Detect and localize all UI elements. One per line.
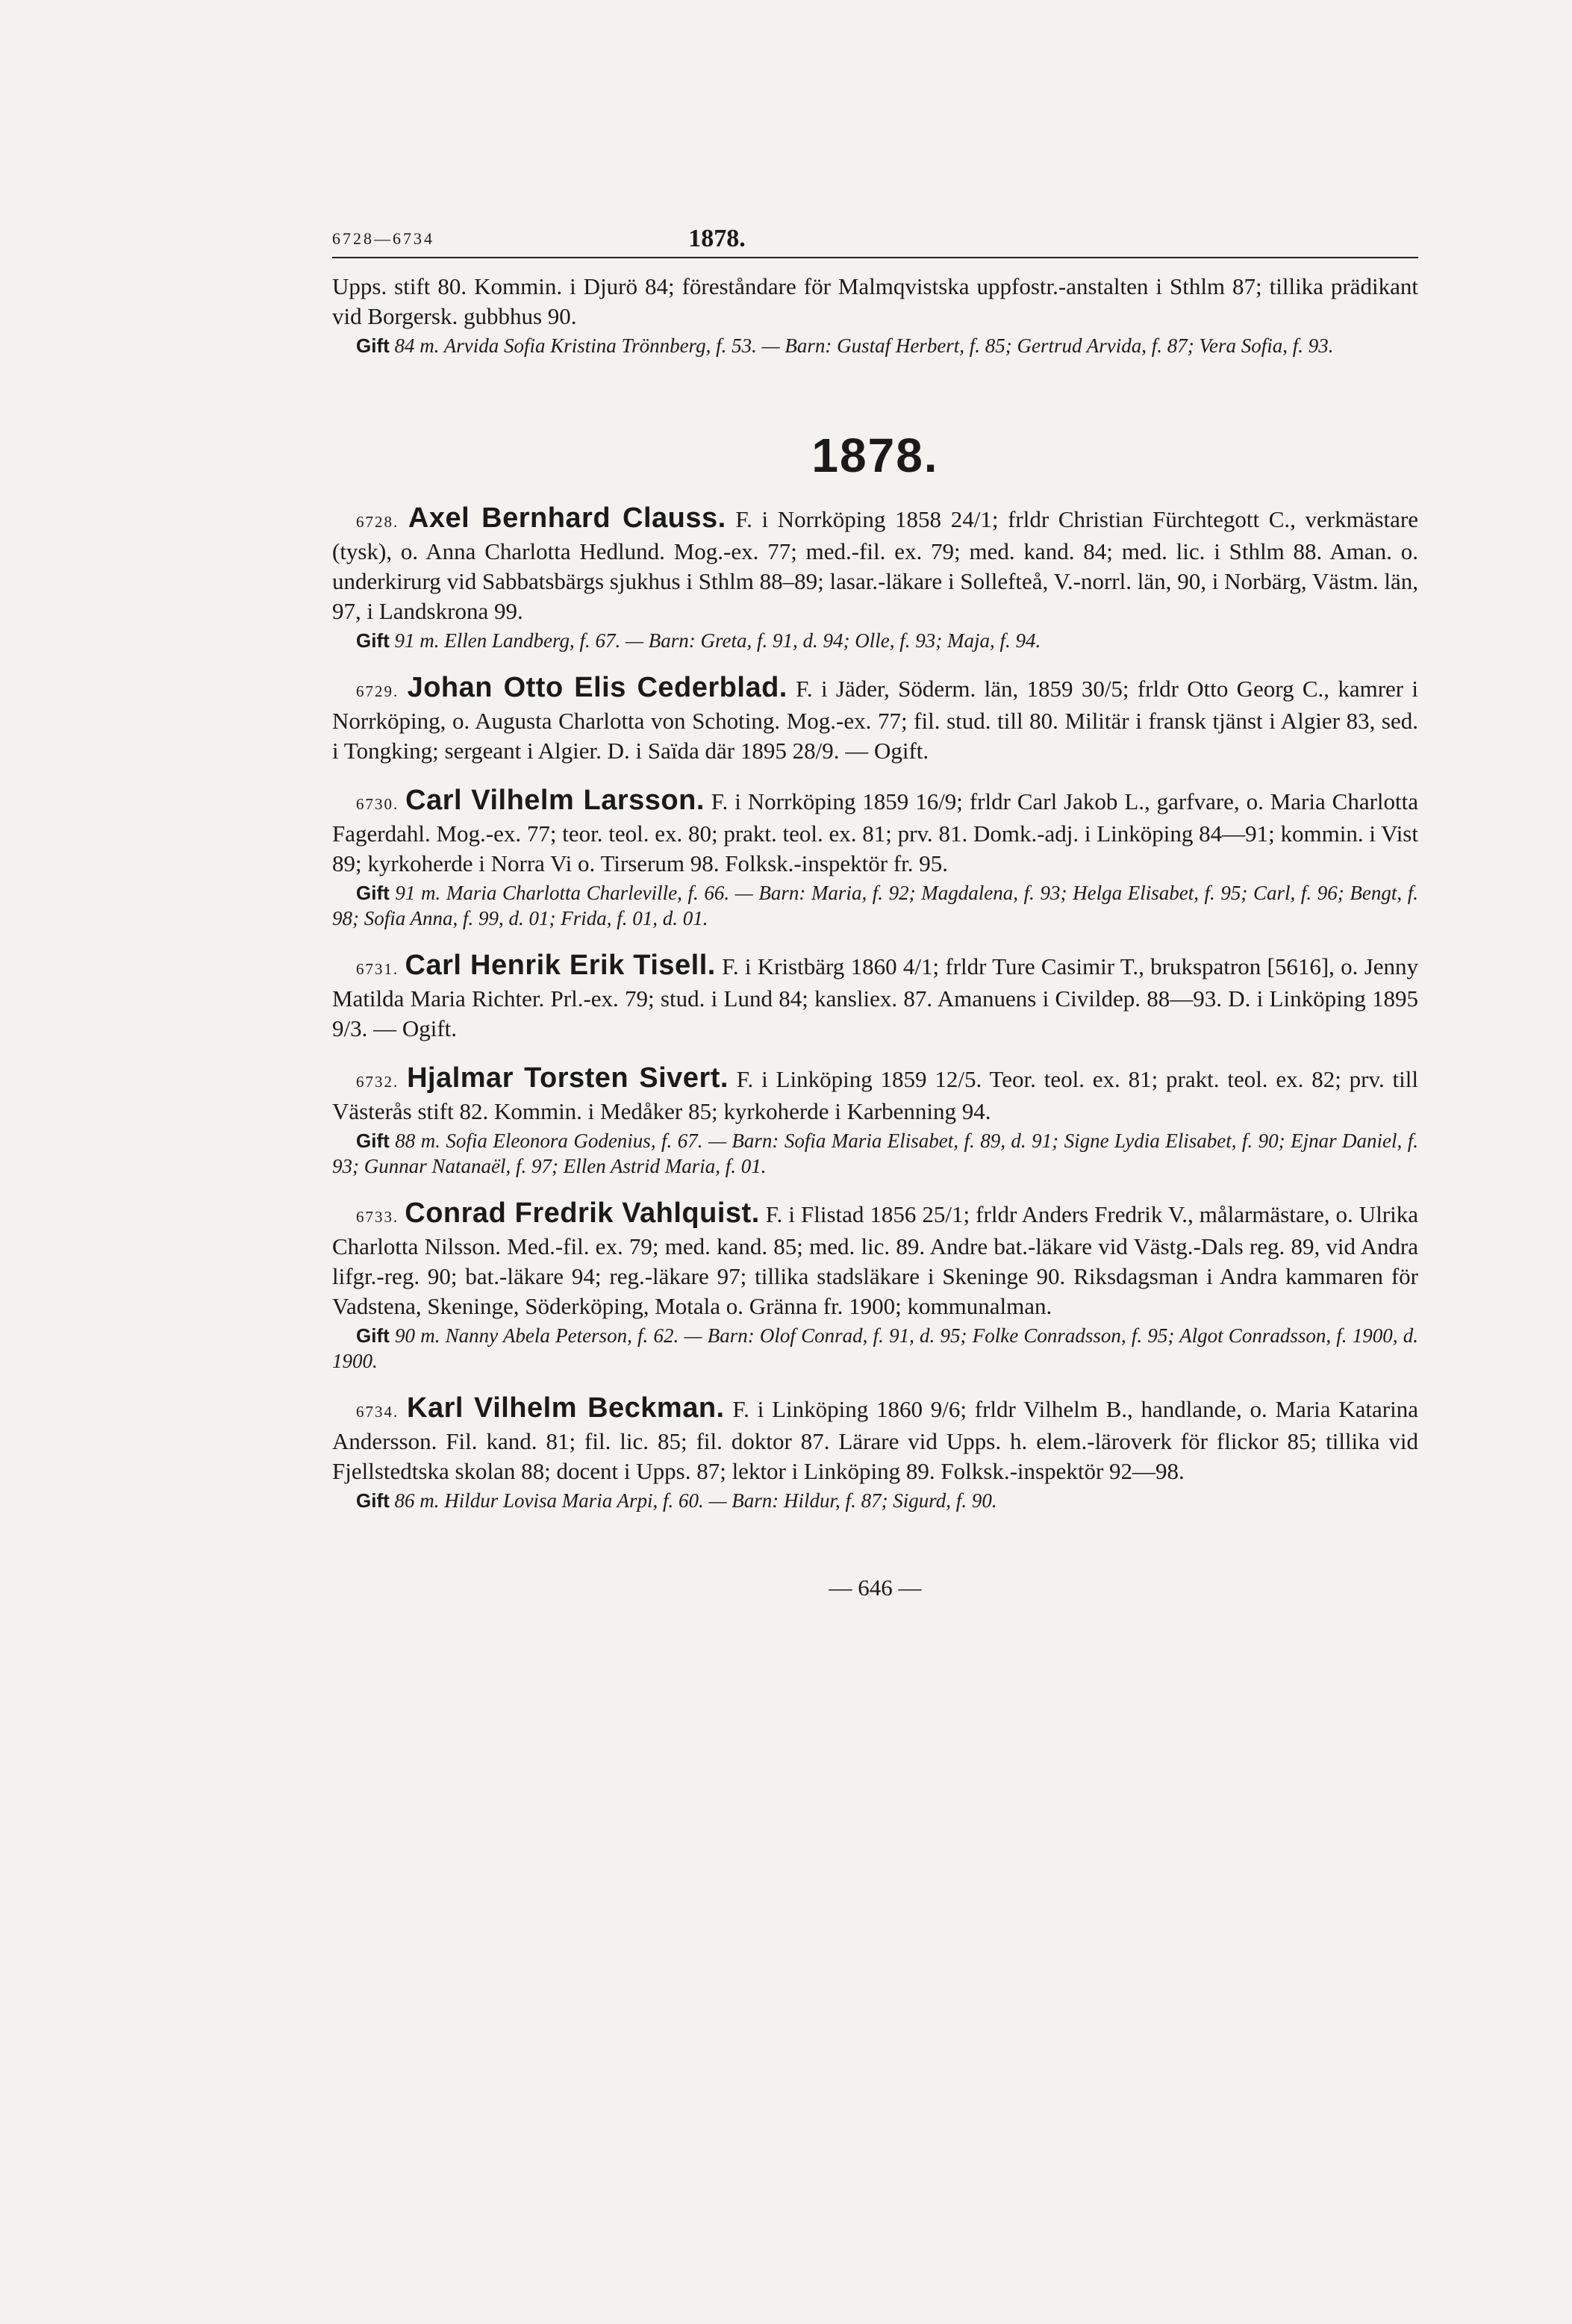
entry-family [332,880,1418,931]
entry-name: Karl Vilhelm Beckman. [407,1392,725,1424]
entry-range: 6728—6734 [332,229,434,248]
section-title: 1878. [811,429,939,482]
entry-name: Carl Vilhelm Larsson. [405,785,705,816]
biography-entry [332,673,1418,766]
entry-number: 6733. [356,1208,399,1226]
gift-text: 88 m. Sofia Eleonora Godenius, f. 67. — Barn: Sofia Maria Elisabet, f. 89, d. 91; Signe Lydia Elisabet, f. 90; Ejnar Daniel, f. 93; Gunnar Natanaël, f. 97; Ellen Astrid Maria, f. 01. [332,1130,1418,1177]
entry-family [332,1128,1418,1179]
gift-label: Gift [356,1489,390,1512]
gift-text: 84 m. Arvida Sofia Kristina Trönnberg, f. 53. — Barn: Gustaf Herbert, f. 85; Gertrud Arvida, f. 87; Vera Sofia, f. 93. [394,334,1334,357]
continued-entry [332,272,1418,358]
entry-number: 6732. [356,1073,399,1091]
biography-entry [332,503,1418,653]
gift-label: Gift [356,882,390,904]
entry-family [332,1488,1418,1513]
entry-text: F. i Linköping 1859 12/5. Teor. teol. ex. 81; prakt. teol. ex. 82; prv. till Västerås stift 82. Kommin. i Medåker 85; kyrkoherde i Karbenning 94. [332,1066,1419,1124]
header-year: 1878. [688,225,746,252]
entry-family [332,628,1418,653]
entry-number: 6730. [356,795,399,813]
entry-text: F. i Flistad 1856 25/1; frldr Anders Fredrik V., målarmästare, o. Ulrika Charlotta Nilsson. Med.-fil. ex. 79; med. kand. 85; med. lic. 89. Andre bat.-läkare vid Västg.-Dals reg. 89, vid Andra lifgr.-reg. 90; bat.-läkare 94; reg.-läkare 97; tillika stadsläkare i Skeninge 90. Riksdagsman i Andra kammaren för Vadstena, Skeninge, Söderköping, Motala o. Gränna fr. 1900; kommunalman. [332,1201,1419,1319]
entry-family [332,1323,1418,1374]
gift-label: Gift [356,629,390,652]
biography-entry [332,1063,1418,1179]
entry-text: F. i Jäder, Söderm. län, 1859 30/5; frldr Otto Georg C., kamrer i Norrköping, o. Augusta Charlotta von Schoting. Mog.-ex. 77; fil. stud. till 80. Militär i fransk tjänst i Algier 83, sed. i Tongking; sergeant i Algier. D. i Saïda där 1895 28/9. — Ogift. [332,676,1419,764]
entry-text: F. i Norrköping 1859 16/9; frldr Carl Jakob L., garfvare, o. Maria Charlotta Fagerdahl. Mog.-ex. 77; teor. teol. ex. 80; prakt. teol. ex. 81; prv. 81. Domk.-adj. i Linköping 84—91; kommin. i Vist 89; kyrkoherde i Norra Vi o. Tirserum 98. Folksk.-inspektör fr. 95. [332,788,1419,876]
entry-text: Upps. stift 80. Kommin. i Djurö 84; föreståndare för Malmqvistska uppfostr.-anstalten i Sthlm 87; tillika prädikant vid Borgersk. gubbhus 90. [332,273,1418,329]
gift-text: 86 m. Hildur Lovisa Maria Arpi, f. 60. — Barn: Hildur, f. 87; Sigurd, f. 90. [394,1489,997,1512]
biography-entry [332,1198,1418,1374]
entry-text: F. i Kristbärg 1860 4/1; frldr Ture Casimir T., brukspatron [5616], o. Jenny Matilda Maria Richter. Prl.-ex. 79; stud. i Lund 84; kansliex. 87. Amanuens i Civildep. 88—93. D. i Linköping 1895 9/3. — Ogift. [332,953,1419,1041]
biography-entry [332,950,1418,1044]
running-header [332,224,1418,258]
entry-number: 6729. [356,682,399,700]
gift-text: 91 m. Maria Charlotta Charleville, f. 66. — Barn: Maria, f. 92; Magdalena, f. 93; Helga Elisabet, f. 95; Carl, f. 96; Bengt, f. 98; Sofia Anna, f. 99, d. 01; Frida, f. 01, d. 01. [332,882,1418,929]
page-number: — 646 — [829,1574,922,1601]
entry-number: 6734. [356,1403,399,1421]
entry-number: 6731. [356,960,399,978]
gift-label: Gift [356,1324,390,1347]
entry-name: Axel Bernhard Clauss. [408,502,726,534]
entry-family [332,333,1418,358]
entry-name: Hjalmar Torsten Sivert. [407,1062,729,1094]
entry-text: F. i Norrköping 1858 24/1; frldr Christian Fürchtegott C., verkmästare (tysk), o. Anna Charlotta Hedlund. Mog.-ex. 77; med.-fil. ex. 79; med. kand. 84; med. lic. i Sthlm 88. Aman. o. underkirurg vid Sabbatsbärgs sjukhus i Sthlm 88–89; lasar.-läkare i Sollefteå, V.-norrl. län, 90, i Norbärg, Västm. län, 97, i Landskrona 99. [332,506,1419,624]
gift-text: 90 m. Nanny Abela Peterson, f. 62. — Barn: Olof Conrad, f. 91, d. 95; Folke Conradsson, f. 95; Algot Conradsson, f. 1900, d. 1900. [332,1324,1418,1372]
entry-number: 6728. [356,513,399,531]
entry-name: Conrad Fredrik Vahlquist. [405,1197,760,1229]
entry-text: F. i Linköping 1860 9/6; frldr Vilhelm B., handlande, o. Maria Katarina Andersson. Fil. kand. 81; fil. lic. 85; fil. doktor 87. Lärare vid Upps. h. elem.-läroverk för flickor 85; tillika vid Fjellstedtska skolan 88; docent i Upps. 87; lektor i Linköping 89. Folksk.-inspektör 92—98. [332,1396,1418,1484]
gift-label: Gift [356,1130,390,1152]
entry-name: Johan Otto Elis Cederblad. [407,672,787,703]
gift-label: Gift [356,334,390,357]
biography-entry [332,785,1418,931]
document-page [332,224,1418,1603]
entry-name: Carl Henrik Erik Tisell. [405,950,716,981]
biography-entry [332,1393,1418,1513]
gift-text: 91 m. Ellen Landberg, f. 67. — Barn: Greta, f. 91, d. 94; Olle, f. 93; Maja, f. 94. [394,629,1041,652]
